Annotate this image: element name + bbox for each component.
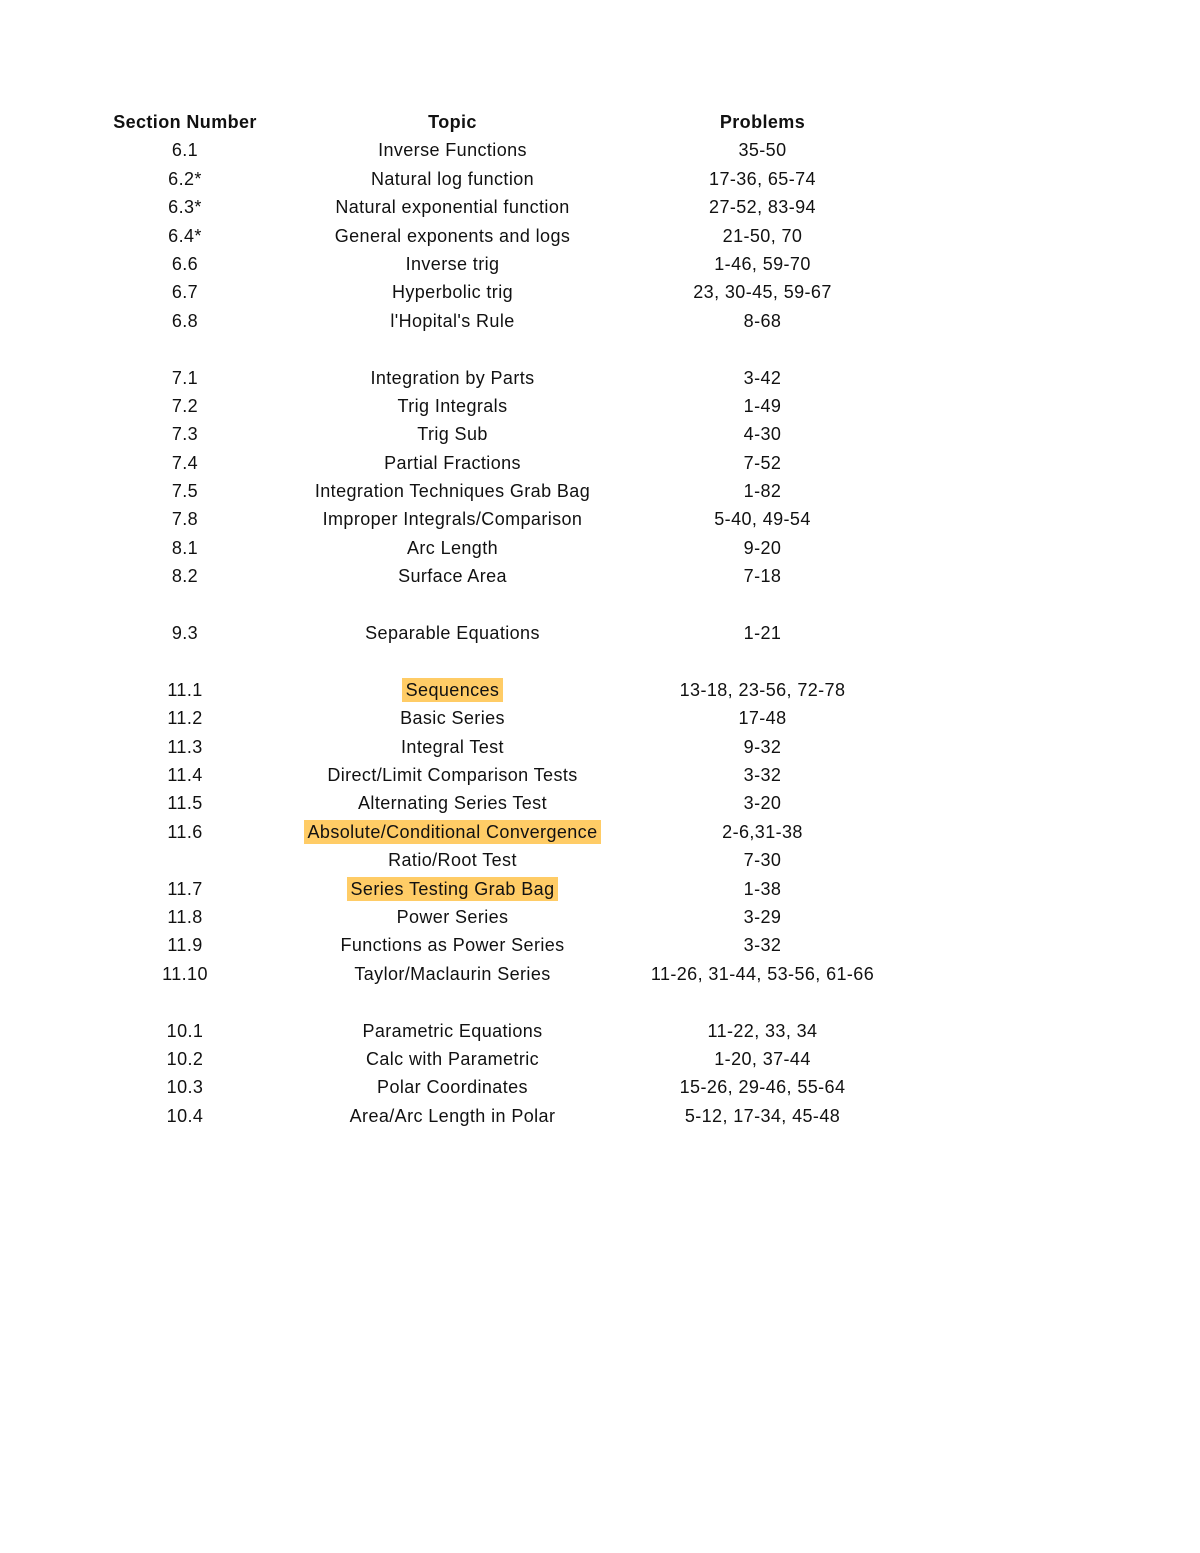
problems-cell: 35-50 <box>738 140 787 161</box>
table-row <box>90 818 920 846</box>
topic-cell <box>280 136 625 164</box>
topic-text: Power Series <box>396 906 509 927</box>
table-row <box>90 278 920 306</box>
section-number-cell: 10.2 <box>166 1048 204 1069</box>
topic-cell <box>280 420 625 448</box>
topic-text: Partial Fractions <box>384 452 521 473</box>
topic-text: Integration Techniques Grab Bag <box>314 481 591 502</box>
problems-cell: 3-29 <box>743 906 782 927</box>
problems-cell: 17-36, 65-74 <box>709 168 816 189</box>
table-row <box>90 789 920 817</box>
topic-cell <box>280 789 625 817</box>
table-row <box>90 193 920 221</box>
topic-text: Trig Sub <box>417 424 488 445</box>
topic-text: Improper Integrals/Comparison <box>322 509 583 530</box>
topic-cell <box>280 250 625 278</box>
topic-cell <box>280 278 625 306</box>
section-number-cell <box>90 846 280 874</box>
problems-cell: 3-42 <box>743 367 782 388</box>
topic-cell <box>280 960 625 988</box>
table-row <box>90 733 920 761</box>
section-number-cell: 7.8 <box>171 509 199 530</box>
topic-cell <box>280 761 625 789</box>
problems-cell: 9-32 <box>743 736 782 757</box>
topic-text: Ratio/Root Test <box>388 850 517 871</box>
problems-cell: 3-32 <box>743 764 782 785</box>
problems-cell: 1-82 <box>743 481 782 502</box>
topic-cell <box>280 449 625 477</box>
problems-cell: 4-30 <box>743 424 782 445</box>
table-row <box>90 846 920 874</box>
topic-cell <box>280 903 625 931</box>
topic-cell <box>280 1102 625 1130</box>
topic-text: Functions as Power Series <box>340 935 565 956</box>
topic-text: Integral Test <box>401 736 504 757</box>
topic-text: Calc with Parametric <box>365 1048 540 1069</box>
topic-cell <box>280 818 625 846</box>
header-problems: Problems <box>719 112 806 132</box>
topic-text: Alternating Series Test <box>358 793 547 814</box>
problems-cell: 27-52, 83-94 <box>709 197 816 218</box>
problems-cell: 9-20 <box>743 537 782 558</box>
highlighted-topic-text: Series Testing Grab Bag <box>347 877 559 901</box>
table-row <box>90 165 920 193</box>
header-section-number: Section Number <box>113 112 257 132</box>
topic-cell <box>280 1045 625 1073</box>
problems-cell: 1-21 <box>743 623 782 644</box>
topic-cell <box>280 392 625 420</box>
problems-cell: 1-49 <box>743 395 782 416</box>
section-number-cell: 6.6 <box>171 253 199 274</box>
problems-cell: 3-20 <box>743 793 782 814</box>
table-row <box>90 250 920 278</box>
topic-cell <box>280 193 625 221</box>
topic-cell <box>280 534 625 562</box>
problems-cell: 1-46, 59-70 <box>714 253 811 274</box>
section-number-cell: 6.4* <box>168 225 202 246</box>
section-number-cell: 7.1 <box>171 367 199 388</box>
table-row <box>90 931 920 959</box>
topic-text: Surface Area <box>398 566 507 587</box>
topic-text: Inverse Functions <box>378 140 527 161</box>
table-row <box>90 392 920 420</box>
topic-cell <box>280 165 625 193</box>
table-header <box>90 108 920 136</box>
topic-cell <box>280 505 625 533</box>
problems-cell: 13-18, 23-56, 72-78 <box>679 679 846 700</box>
topic-text: Integration by Parts <box>370 367 535 388</box>
section-number-cell: 6.8 <box>171 310 199 331</box>
topic-text: l'Hopital's Rule <box>390 310 515 331</box>
topic-cell <box>280 562 625 590</box>
topic-cell <box>280 477 625 505</box>
topic-cell <box>280 364 625 392</box>
section-number-cell: 6.3* <box>168 197 202 218</box>
spacer-row <box>90 591 920 619</box>
topic-cell <box>280 704 625 732</box>
section-number-cell: 6.2* <box>168 168 202 189</box>
topic-text: Natural exponential function <box>335 197 570 218</box>
table-row <box>90 676 920 704</box>
topic-text: Separable Equations <box>365 623 540 644</box>
problems-cell: 11-22, 33, 34 <box>707 1020 818 1041</box>
problems-cell: 5-40, 49-54 <box>714 509 811 530</box>
table-row <box>90 307 920 335</box>
table-row <box>90 136 920 164</box>
section-number-cell: 7.2 <box>171 395 199 416</box>
problems-cell: 7-52 <box>743 452 782 473</box>
topic-cell <box>280 733 625 761</box>
table-row <box>90 875 920 903</box>
table-row <box>90 1073 920 1101</box>
section-number-cell: 11.3 <box>167 736 203 757</box>
topic-text: Basic Series <box>400 708 505 729</box>
table-row <box>90 903 920 931</box>
section-number-cell: 10.4 <box>166 1105 204 1126</box>
topic-cell <box>280 1017 625 1045</box>
table-row <box>90 534 920 562</box>
highlighted-topic-text: Sequences <box>402 678 504 702</box>
table-row <box>90 562 920 590</box>
topic-cell <box>280 875 625 903</box>
table-row <box>90 364 920 392</box>
table-row <box>90 960 920 988</box>
problems-cell: 1-20, 37-44 <box>714 1048 811 1069</box>
problems-cell: 2-6,31-38 <box>722 821 803 842</box>
topic-cell <box>280 222 625 250</box>
table-row <box>90 449 920 477</box>
table-row <box>90 1017 920 1045</box>
section-number-cell: 11.5 <box>167 793 203 814</box>
topic-text: Hyperbolic trig <box>391 282 514 303</box>
section-number-cell: 11.4 <box>167 764 203 785</box>
problems-cell: 7-18 <box>743 566 782 587</box>
problems-cell: 5-12, 17-34, 45-48 <box>684 1105 841 1126</box>
section-number-cell: 11.6 <box>167 821 203 842</box>
topic-cell <box>280 676 625 704</box>
topic-cell <box>280 307 625 335</box>
section-number-cell: 10.3 <box>166 1077 204 1098</box>
section-number-cell: 11.1 <box>167 679 203 700</box>
topic-text: Taylor/Maclaurin Series <box>354 963 551 984</box>
section-number-cell: 7.5 <box>171 481 199 502</box>
problems-cell: 17-48 <box>738 708 787 729</box>
section-number-cell: 11.7 <box>167 878 203 899</box>
section-number-cell: 8.1 <box>171 537 199 558</box>
topic-text: Natural log function <box>370 168 535 189</box>
table-row <box>90 704 920 732</box>
section-number-cell: 6.7 <box>171 282 199 303</box>
topic-text: Polar Coordinates <box>377 1077 528 1098</box>
problems-cell: 15-26, 29-46, 55-64 <box>679 1077 846 1098</box>
section-number-cell: 9.3 <box>171 623 199 644</box>
problems-cell: 8-68 <box>743 310 782 331</box>
section-number-cell: 11.9 <box>167 935 203 956</box>
section-number-cell: 11.8 <box>167 906 203 927</box>
topic-text: Arc Length <box>406 537 499 558</box>
topic-text: Direct/Limit Comparison Tests <box>327 764 578 785</box>
table-body <box>90 136 920 1130</box>
section-number-cell: 7.3 <box>171 424 199 445</box>
section-number-cell: 6.1 <box>171 140 199 161</box>
topic-cell <box>280 846 625 874</box>
table-row <box>90 1045 920 1073</box>
topic-text: Inverse trig <box>405 253 500 274</box>
header-topic: Topic <box>428 112 477 132</box>
table-row <box>90 619 920 647</box>
problems-cell: 1-38 <box>743 878 782 899</box>
table-row <box>90 505 920 533</box>
topic-text: Area/Arc Length in Polar <box>349 1105 556 1126</box>
topic-cell <box>280 1073 625 1101</box>
section-number-cell: 10.1 <box>166 1020 204 1041</box>
section-number-cell: 11.10 <box>162 963 208 984</box>
table-row <box>90 420 920 448</box>
section-number-cell: 8.2 <box>171 566 199 587</box>
table-row <box>90 761 920 789</box>
problems-cell: 7-30 <box>743 850 782 871</box>
problem-table <box>90 108 920 1130</box>
topic-text: General exponents and logs <box>334 225 571 246</box>
spacer-row <box>90 647 920 675</box>
highlighted-topic-text: Absolute/Conditional Convergence <box>304 820 602 844</box>
problems-cell: 11-26, 31-44, 53-56, 61-66 <box>650 963 875 984</box>
topic-cell <box>280 619 625 647</box>
problems-cell: 3-32 <box>743 935 782 956</box>
table-row <box>90 477 920 505</box>
topic-cell <box>280 931 625 959</box>
topic-text: Trig Integrals <box>397 395 508 416</box>
table-row <box>90 222 920 250</box>
table-row <box>90 1102 920 1130</box>
topic-text: Parametric Equations <box>362 1020 543 1041</box>
section-number-cell: 11.2 <box>167 708 203 729</box>
problems-cell: 23, 30-45, 59-67 <box>693 282 832 303</box>
spacer-row <box>90 988 920 1016</box>
problems-cell: 21-50, 70 <box>722 225 803 246</box>
section-number-cell: 7.4 <box>171 452 199 473</box>
spacer-row <box>90 335 920 363</box>
